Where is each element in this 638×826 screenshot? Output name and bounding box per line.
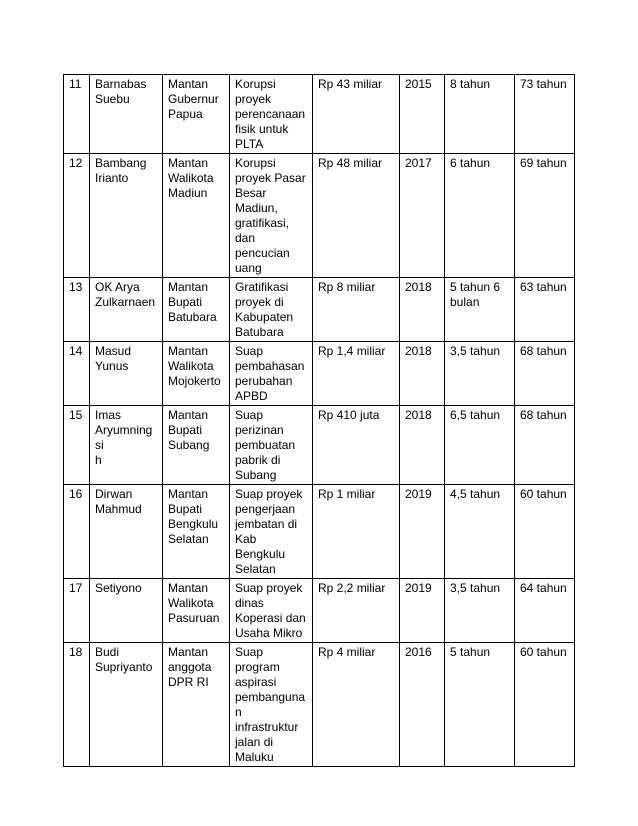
cell-sentence [445, 406, 515, 485]
cell-name [90, 643, 163, 767]
cell-number [64, 579, 90, 643]
cell-position [163, 579, 230, 643]
cell-name [90, 154, 163, 278]
corruption-cases-table [63, 74, 575, 767]
cell-year [400, 643, 445, 767]
name-text: Bambang Irianto [95, 156, 147, 185]
number-text: 12 [69, 156, 83, 170]
cell-sentence [445, 643, 515, 767]
cell-number [64, 342, 90, 406]
table-row [64, 579, 575, 643]
case-text: Korupsi proyek perencanaan fisik untuk PLTA [235, 77, 306, 151]
cell-case [230, 75, 313, 154]
cell-position [163, 342, 230, 406]
number-text: 18 [69, 645, 83, 659]
cell-sentence [445, 75, 515, 154]
position-text: Mantan Walikota Pasuruan [168, 581, 220, 625]
cell-amount [313, 579, 400, 643]
sentence-text: 4,5 tahun [450, 487, 501, 501]
number-text: 17 [69, 581, 83, 595]
table-row [64, 643, 575, 767]
table-row [64, 75, 575, 154]
amount-text: Rp 1 miliar [318, 487, 376, 501]
year-text: 2018 [405, 408, 432, 422]
cell-case [230, 406, 313, 485]
case-text: Suap perizinan pembuatan pabrik di Subang [235, 408, 296, 482]
cell-number [64, 406, 90, 485]
sentence-text: 8 tahun [450, 77, 491, 91]
position-text: Mantan Bupati Subang [168, 408, 210, 452]
cell-year [400, 154, 445, 278]
cell-case [230, 154, 313, 278]
cell-year [400, 485, 445, 579]
cell-name [90, 485, 163, 579]
cell-case [230, 278, 313, 342]
cell-age [515, 406, 575, 485]
table-body [64, 75, 575, 767]
sentence-text: 5 tahun 6 bulan [450, 280, 501, 309]
name-text: Barnabas Suebu [95, 77, 147, 106]
case-text: Suap proyek dinas Koperasi dan Usaha Mikro [235, 581, 306, 640]
case-text: Gratifikasi proyek di Kabupaten Batubara [235, 280, 294, 339]
cell-age [515, 643, 575, 767]
cell-amount [313, 75, 400, 154]
cell-amount [313, 643, 400, 767]
table-row [64, 406, 575, 485]
cell-amount [313, 406, 400, 485]
name-text: OK Arya Zulkarnaen [95, 280, 156, 309]
number-text: 11 [69, 77, 82, 91]
cell-name [90, 278, 163, 342]
name-text: Imas Aryumningsi h [95, 408, 153, 467]
table-row [64, 278, 575, 342]
cell-case [230, 579, 313, 643]
name-text: Dirwan Mahmud [95, 487, 142, 516]
age-text: 69 tahun [520, 156, 567, 170]
sentence-text: 3,5 tahun [450, 581, 501, 595]
name-text: Setiyono [95, 581, 142, 595]
position-text: Mantan Bupati Bengkulu Selatan [168, 487, 219, 546]
position-text: Mantan Walikota Madiun [168, 156, 214, 200]
number-text: 13 [69, 280, 83, 294]
sentence-text: 6,5 tahun [450, 408, 501, 422]
amount-text: Rp 410 juta [318, 408, 380, 422]
year-text: 2018 [405, 280, 432, 294]
cell-number [64, 485, 90, 579]
cell-position [163, 643, 230, 767]
cell-year [400, 278, 445, 342]
cell-position [163, 406, 230, 485]
cell-amount [313, 342, 400, 406]
age-text: 68 tahun [520, 408, 567, 422]
number-text: 15 [69, 408, 83, 422]
case-text: Korupsi proyek Pasar Besar Madiun, gratifikasi, dan pencucian uang [235, 156, 306, 275]
amount-text: Rp 2,2 miliar [318, 581, 386, 595]
amount-text: Rp 4 miliar [318, 645, 376, 659]
number-text: 14 [69, 344, 83, 358]
cell-name [90, 579, 163, 643]
cell-sentence [445, 154, 515, 278]
amount-text: Rp 48 miliar [318, 156, 383, 170]
cell-sentence [445, 342, 515, 406]
cell-year [400, 342, 445, 406]
cell-amount [313, 154, 400, 278]
cell-sentence [445, 485, 515, 579]
cell-case [230, 485, 313, 579]
cell-year [400, 75, 445, 154]
cell-sentence [445, 579, 515, 643]
cell-number [64, 75, 90, 154]
cell-number [64, 154, 90, 278]
amount-text: Rp 8 miliar [318, 280, 376, 294]
cell-year [400, 406, 445, 485]
cell-number [64, 643, 90, 767]
cell-name [90, 406, 163, 485]
name-text: Budi Supriyanto [95, 645, 153, 674]
case-text: Suap proyek pengerjaan jembatan di Kab Bengkulu Selatan [235, 487, 303, 576]
table-row [64, 485, 575, 579]
cell-position [163, 485, 230, 579]
position-text: Mantan Gubernur Papua [168, 77, 219, 121]
age-text: 60 tahun [520, 487, 567, 501]
sentence-text: 6 tahun [450, 156, 491, 170]
position-text: Mantan anggota DPR RI [168, 645, 212, 689]
cell-case [230, 643, 313, 767]
age-text: 60 tahun [520, 645, 567, 659]
age-text: 68 tahun [520, 344, 567, 358]
cell-sentence [445, 278, 515, 342]
cell-position [163, 154, 230, 278]
year-text: 2019 [405, 487, 432, 501]
amount-text: Rp 43 miliar [318, 77, 383, 91]
name-text: Masud Yunus [95, 344, 132, 373]
cell-amount [313, 485, 400, 579]
cell-position [163, 278, 230, 342]
cell-age [515, 579, 575, 643]
case-text: Suap program aspirasi pembanguna n infrastruktur jalan di Maluku [235, 645, 306, 764]
sentence-text: 5 tahun [450, 645, 491, 659]
table-row [64, 342, 575, 406]
cell-name [90, 342, 163, 406]
sentence-text: 3,5 tahun [450, 344, 501, 358]
cell-age [515, 278, 575, 342]
cell-year [400, 579, 445, 643]
cell-age [515, 342, 575, 406]
amount-text: Rp 1,4 miliar [318, 344, 386, 358]
year-text: 2015 [405, 77, 432, 91]
cell-age [515, 154, 575, 278]
cell-age [515, 485, 575, 579]
cell-case [230, 342, 313, 406]
age-text: 73 tahun [520, 77, 567, 91]
position-text: Mantan Walikota Mojokerto [168, 344, 221, 388]
year-text: 2018 [405, 344, 432, 358]
case-text: Suap pembahasan perubahan APBD [235, 344, 305, 403]
number-text: 16 [69, 487, 83, 501]
year-text: 2019 [405, 581, 432, 595]
cell-number [64, 278, 90, 342]
cell-age [515, 75, 575, 154]
year-text: 2016 [405, 645, 432, 659]
age-text: 64 tahun [520, 581, 567, 595]
cell-name [90, 75, 163, 154]
cell-position [163, 75, 230, 154]
year-text: 2017 [405, 156, 432, 170]
position-text: Mantan Bupati Batubara [168, 280, 217, 324]
table-row [64, 154, 575, 278]
age-text: 63 tahun [520, 280, 567, 294]
cell-amount [313, 278, 400, 342]
